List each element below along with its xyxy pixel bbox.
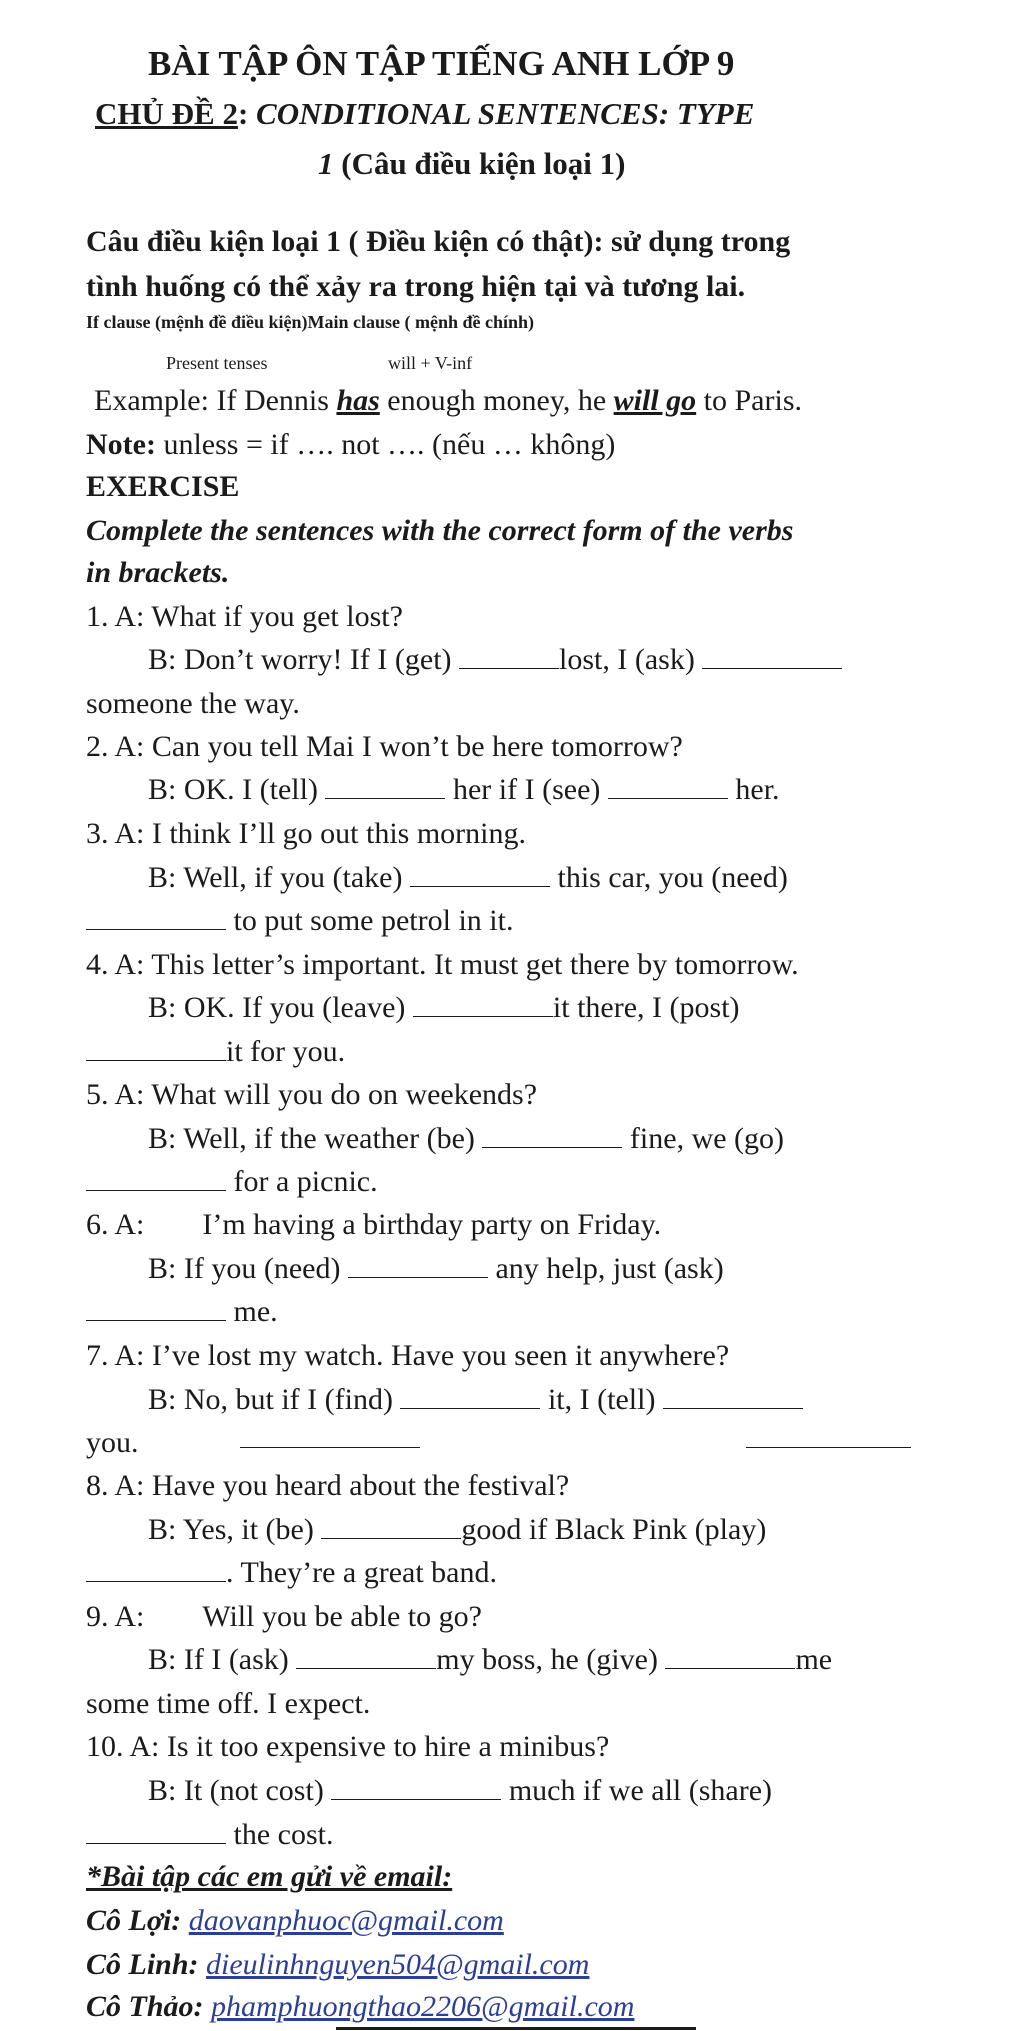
- item-3-cont: [86, 906, 513, 936]
- item-2-a: 2. A: Can you tell Mai I won’t be here tomorrow?: [86, 730, 683, 763]
- item-2-b: [148, 775, 780, 805]
- stray-blank-1: [240, 1447, 420, 1448]
- item-8-cont: [86, 1558, 497, 1588]
- item-10-cont: [86, 1820, 333, 1850]
- item-9-number: 9. A:: [86, 1600, 145, 1633]
- item-4-b: [148, 993, 740, 1023]
- answer-blank[interactable]: [608, 796, 728, 799]
- note-text: unless = if …. not …. (nếu … không): [155, 428, 616, 461]
- item-9-b-part1: B: If I (ask): [148, 1643, 297, 1676]
- item-1-cont: someone the way.: [86, 687, 300, 720]
- contact-linh: [86, 1950, 589, 1980]
- example-sentence: [94, 386, 802, 416]
- item-9-a: [86, 1602, 482, 1632]
- item-5-cont: [86, 1167, 378, 1197]
- example-verb-1: has: [336, 384, 380, 417]
- item-7-cont: you.: [86, 1426, 139, 1459]
- theory-line-2: tình huống có thể xảy ra trong hiện tại và tương lai.: [86, 270, 746, 303]
- item-7-b-part1: B: No, but if I (find): [148, 1383, 401, 1416]
- contact-name: Cô Linh:: [86, 1948, 199, 1981]
- item-3-b-part2: this car, you (need): [549, 861, 788, 894]
- item-1-b-part2: lost, I (ask): [559, 643, 703, 676]
- contact-thao: [86, 1992, 634, 2022]
- answer-blank[interactable]: [400, 1406, 540, 1409]
- note-label: Note:: [86, 428, 156, 461]
- answer-blank[interactable]: [86, 1318, 226, 1321]
- item-10-cont-text: the cost.: [226, 1818, 334, 1851]
- answer-blank[interactable]: [665, 1666, 795, 1669]
- item-6-a: [86, 1210, 661, 1240]
- contact-name: Cô Thảo:: [86, 1990, 204, 2023]
- answer-blank[interactable]: [459, 666, 559, 669]
- topic-vietnamese: (Câu điều kiện loại 1): [333, 146, 626, 181]
- main-clause-form: will + V-inf: [388, 353, 473, 373]
- contact-name: Cô Lợi:: [86, 1904, 182, 1937]
- answer-blank[interactable]: [702, 666, 842, 669]
- item-10-a: 10. A: Is it too expensive to hire a minibus?: [86, 1730, 610, 1763]
- example-verb-2: will go: [613, 384, 697, 417]
- page-title: BÀI TẬP ÔN TẬP TIẾNG ANH LỚP 9: [148, 44, 735, 83]
- topic-line: [95, 98, 754, 129]
- answer-blank[interactable]: [86, 1058, 226, 1061]
- item-1-b-part1: B: Don’t worry! If I (get): [148, 643, 460, 676]
- item-6-cont-text: me.: [226, 1295, 278, 1328]
- item-4-b-part2: it there, I (post): [552, 991, 740, 1024]
- answer-blank[interactable]: [663, 1406, 803, 1409]
- if-clause-form: Present tenses: [166, 353, 268, 373]
- answer-blank[interactable]: [325, 796, 445, 799]
- item-10-b: [148, 1776, 772, 1806]
- item-6-number: 6. A:: [86, 1208, 145, 1241]
- example-end: to Paris.: [696, 384, 802, 417]
- example-middle: enough money, he: [379, 384, 614, 417]
- item-2-b-part2: her if I (see): [445, 773, 608, 806]
- answer-blank[interactable]: [86, 1841, 226, 1844]
- item-6-cont: [86, 1297, 278, 1327]
- item-4-a: 4. A: This letter’s important. It must get there by tomorrow.: [86, 948, 799, 981]
- item-9-cont: some time off. I expect.: [86, 1687, 371, 1720]
- example-prefix: Example: If Dennis: [94, 384, 337, 417]
- stray-blank-2: [746, 1447, 911, 1448]
- item-9-b-part3: me: [795, 1643, 833, 1676]
- item-1-b: [148, 645, 842, 675]
- topic-colon: :: [237, 96, 249, 131]
- item-7-b-part2: it, I (tell): [540, 1383, 663, 1416]
- item-9-a-text: Will you be able to go?: [202, 1600, 482, 1633]
- item-2-b-part3: her.: [727, 773, 780, 806]
- answer-blank[interactable]: [86, 1579, 226, 1582]
- item-3-b: [148, 863, 788, 893]
- topic-label: CHỦ ĐỀ 2: [95, 96, 238, 131]
- item-10-b-part1: B: It (not cost): [148, 1774, 332, 1807]
- exercise-instruction-1: Complete the sentences with the correct form of the verbs: [86, 514, 794, 547]
- item-6-b-part1: B: If you (need): [148, 1252, 348, 1285]
- item-5-b-part2: fine, we (go): [622, 1122, 785, 1155]
- item-5-cont-text: for a picnic.: [226, 1165, 378, 1198]
- topic-type-number: 1: [318, 146, 334, 181]
- answer-blank[interactable]: [86, 927, 226, 930]
- item-3-cont-text: to put some petrol in it.: [226, 904, 514, 937]
- item-3-a: 3. A: I think I’ll go out this morning.: [86, 817, 526, 850]
- email-heading: *Bài tập các em gửi về email:: [86, 1860, 453, 1893]
- item-8-cont-text: . They’re a great band.: [226, 1556, 497, 1589]
- exercise-heading: EXERCISE: [86, 470, 240, 503]
- item-4-cont: [86, 1037, 345, 1067]
- item-4-b-part1: B: OK. If you (leave): [148, 991, 413, 1024]
- theory-line-1: Câu điều kiện loại 1 ( Điều kiện có thật): sử dụng trong: [86, 225, 791, 258]
- clause-headers: If clause (mệnh đề điều kiện)Main clause ( mệnh đề chính): [86, 312, 535, 332]
- item-4-cont-text: it for you.: [226, 1035, 346, 1068]
- topic-line-2: [318, 148, 625, 179]
- topic-title: CONDITIONAL SENTENCES: TYPE: [248, 96, 755, 131]
- item-8-b-part1: B: Yes, it (be): [148, 1513, 322, 1546]
- contact-email-link[interactable]: daovanphuoc@gmail.com: [188, 1904, 504, 1937]
- answer-blank[interactable]: [413, 1014, 553, 1017]
- answer-blank[interactable]: [86, 1188, 226, 1191]
- answer-blank[interactable]: [331, 1797, 501, 1800]
- bottom-rule: [336, 2027, 696, 2030]
- item-8-b-part2: good if Black Pink (play): [461, 1513, 767, 1546]
- answer-blank[interactable]: [348, 1275, 488, 1278]
- item-6-b: [148, 1254, 724, 1284]
- item-5-b: [148, 1124, 784, 1154]
- answer-blank[interactable]: [482, 1145, 622, 1148]
- item-8-a: 8. A: Have you heard about the festival?: [86, 1469, 570, 1502]
- item-6-b-part2: any help, just (ask): [487, 1252, 724, 1285]
- item-7-b: [148, 1385, 803, 1415]
- answer-blank[interactable]: [410, 884, 550, 887]
- note-line: [86, 430, 615, 460]
- item-7-a: 7. A: I’ve lost my watch. Have you seen it anywhere?: [86, 1339, 730, 1372]
- item-10-b-part2: much if we all (share): [501, 1774, 773, 1807]
- exercise-instruction-2: in brackets.: [86, 556, 230, 589]
- item-9-b: [148, 1645, 832, 1675]
- contact-loi: [86, 1906, 504, 1936]
- item-8-b: [148, 1515, 766, 1545]
- item-1-a: 1. A: What if you get lost?: [86, 600, 403, 633]
- contact-email-link[interactable]: dieulinhnguyen504@gmail.com: [206, 1948, 590, 1981]
- item-5-b-part1: B: Well, if the weather (be): [148, 1122, 483, 1155]
- item-6-a-text: I’m having a birthday party on Friday.: [202, 1208, 662, 1241]
- answer-blank[interactable]: [321, 1536, 461, 1539]
- answer-blank[interactable]: [296, 1666, 436, 1669]
- item-5-a: 5. A: What will you do on weekends?: [86, 1078, 538, 1111]
- item-3-b-part1: B: Well, if you (take): [148, 861, 410, 894]
- item-2-b-part1: B: OK. I (tell): [148, 773, 326, 806]
- item-9-b-part2: my boss, he (give): [436, 1643, 666, 1676]
- contact-email-link[interactable]: phamphuongthao2206@gmail.com: [211, 1990, 635, 2023]
